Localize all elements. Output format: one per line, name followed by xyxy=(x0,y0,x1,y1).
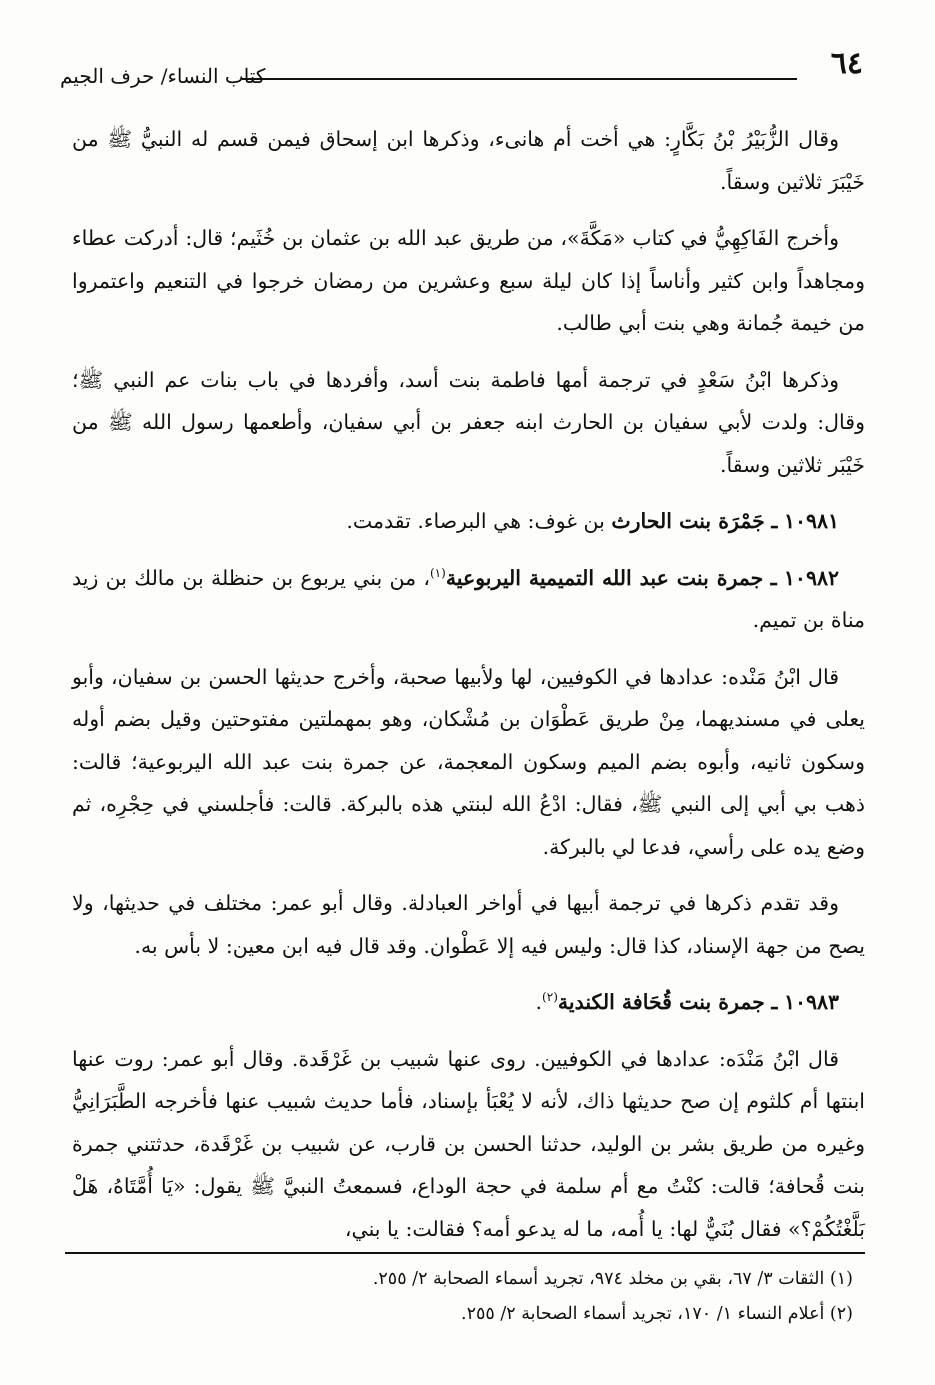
entry xyxy=(72,557,865,642)
entry-title: جَمْرَة بنت الحارث xyxy=(611,509,765,533)
paragraph: وأخرج الفَاكِهِيُّ في كتاب «مَكَّةَ»، من طريق عبد الله بن عثمان بن خُثَيم؛ قال: أدركت عطاء ومجاهداً وابن كثير وأناساً إذا كان ليلة سبع وعشرين من رمضان خرجوا في التنعيم واعتمروا من خيمة جُمانة وهي بنت أبي طالب. xyxy=(72,226,865,335)
entry-title: جمرة بنت عبد الله التميمية اليربوعية xyxy=(445,565,764,590)
entry-number: ١٠٩٨١ xyxy=(783,509,839,533)
entry-dash: ـ xyxy=(770,565,777,590)
entry-dash: ـ xyxy=(771,990,778,1014)
page-number: ٦٤ xyxy=(830,46,863,81)
running-title: كتاب النساء/ حرف الجيم xyxy=(60,64,266,88)
entry-text: ، من بني يربوع بن حنظلة بن مالك بن زيد مناة بن تميم. xyxy=(72,565,865,632)
paragraph: قال ابْنُ مَنْدَه: عدادها في الكوفيين. روى عنها شبيب بن غَرْقَدة. وقال أبو عمر: روت عنها ابنتها أم كلثوم إن صح حديثها ذاك، لأنه لا يُعْبَأ بإسناد، فأما حديث شبيب عنها فأخرجه الطَّبَرَانِيُّ وغيره من طريق بشر بن الوليد، حدثنا الحسن بن قارب، عن شبيب بن غَرْقَدة، حدثتني جمرة بنت قُحافة؛ قالت: كنْتُ مع أم سلمة في حجة الوداع، فسمعتُ النبيَّ ﷺ يقول: «يَا أُمَّتَاهُ، هَلْ بَلَّغْتُكُمْ؟» فقال بُنَيٌّ لها: يا أُمه، ما له يدعو أمه؟ فقالت: يا بني، xyxy=(72,1046,865,1241)
entry-text: بن غوف: هي البرصاء. تقدمت. xyxy=(346,509,605,533)
main-text xyxy=(72,118,865,1264)
page-header xyxy=(60,42,875,94)
entry-text: . xyxy=(535,990,543,1014)
paragraph: قال ابْنُ مَنْده: عدادها في الكوفيين، لها ولأبيها صحبة، وأخرج حديثها الحسن بن سفيان، وأبو يعلى في مسنديهما، مِنْ طريق عَطْوَان بن مُشْكان، وهو بمهملتين مفتوحتين وقيل بضم أوله وسكون ثانيه، وأبوه بضم الميم وسكون المعجمة، عن جمرة بنت عبد الله اليربوعية؛ قالت: ذهب بي أبي إلى النبي ﷺ، فقال: ادْعُ الله لبنتي هذه بالبركة. قالت: فأجلسني في حِجْرِه، ثم وضع يده على رأسي، فدعا لي بالبركة. xyxy=(72,664,865,859)
entry-number: ١٠٩٨٣ xyxy=(783,990,839,1014)
entry xyxy=(72,500,865,543)
paragraph: وقال الزُّبَيْرُ بْنُ بَكَّارٍ: هي أخت أم هانىء، وذكرها ابن إسحاق فيمن قسم له النبيُّ ﷺ من خَيْبَرَ ثلاثين وسقاً. xyxy=(72,127,865,194)
entry-number: ١٠٩٨٢ xyxy=(783,565,839,590)
footnote-rule xyxy=(65,1252,865,1254)
footnotes xyxy=(72,1262,853,1332)
entry-title: جمرة بنت قُحَافة الكندية xyxy=(557,990,765,1014)
footnote-marker: (١) xyxy=(429,565,446,580)
footnote-marker: (٢) xyxy=(542,990,558,1005)
footnote: (٢) أعلام النساء ١/ ١٧٠، تجريد أسماء الصحابة ٢/ ٢٥٥. xyxy=(461,1304,853,1324)
entry xyxy=(72,981,865,1024)
paragraph: وذكرها ابْنُ سَعْدٍ في ترجمة أمها فاطمة بنت أسد، وأفردها في باب بنات عم النبي ﷺ؛ وقال: ولدت لأبي سفيان بن الحارث ابنه جعفر بن أبي سفيان، وأطعمها رسول الله ﷺ من خَيْبَر ثلاثين وسقاً. xyxy=(72,367,865,477)
entry-dash: ـ xyxy=(771,509,778,533)
header-rule xyxy=(242,78,797,80)
paragraph: وقد تقدم ذكرها في ترجمة أبيها في أواخر العبادلة. وقال أبو عمر: مختلف في حديثها، ولا يصح من جهة الإسناد، كذا قال: وليس فيه إلا عَطْوان. وقد قال فيه ابن معين: لا بأس به. xyxy=(72,891,865,958)
footnote: (١) الثقات ٣/ ٦٧، بقي بن مخلد ٩٧٤، تجريد أسماء الصحابة ٢/ ٢٥٥. xyxy=(372,1269,853,1289)
